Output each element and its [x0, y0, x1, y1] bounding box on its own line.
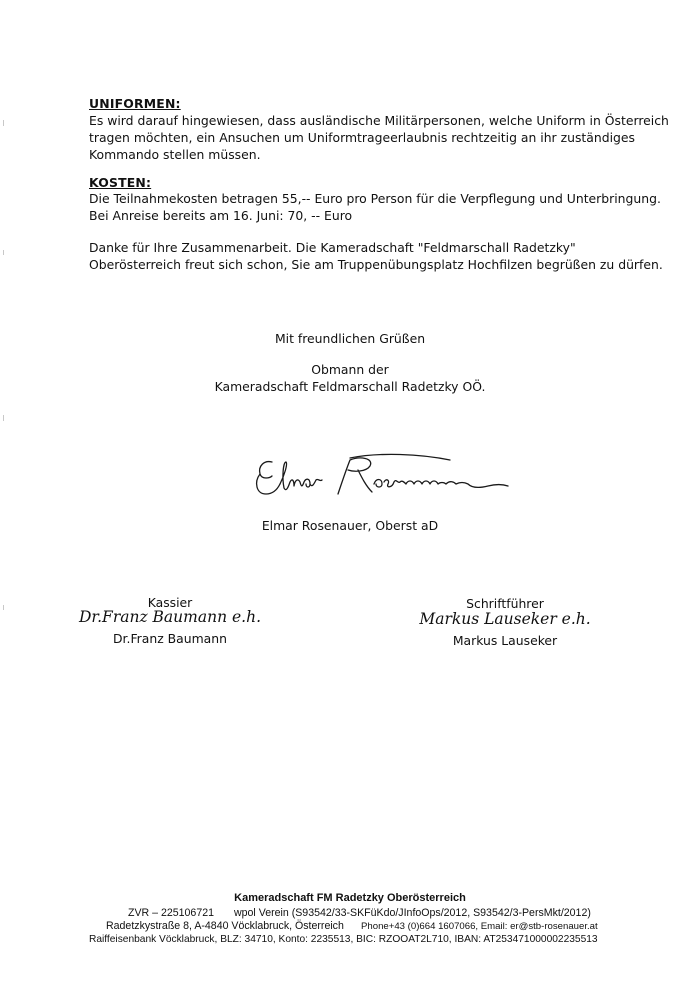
closing-role: Obmann der: [311, 362, 389, 377]
costs-paragraph: [89, 190, 661, 224]
costs-line: Die Teilnahmekosten betragen 55,-- Euro pro Person für die Verpflegung und Unterbringung.: [89, 191, 661, 206]
cosigner-left-name: Dr.Franz Baumann: [113, 631, 227, 646]
uniforms-heading: UNIFORMEN:: [89, 96, 181, 111]
thanks-paragraph: [89, 239, 663, 273]
footer-contact: Phone+43 (0)664 1607066, Email: er@stb-rosenauer.at: [361, 921, 598, 932]
thanks-line: Oberösterreich freut sich schon, Sie am Truppenübungsplatz Hochfilzen begrüßen zu dürfen.: [89, 257, 663, 272]
footer-zvr: ZVR – 225106721: [128, 907, 214, 919]
handwritten-signature: [250, 448, 520, 508]
footer-title: Kameradschaft FM Radetzky Oberösterreich: [234, 892, 466, 904]
cosigner-right-signature: Markus Lauseker e.h.: [419, 610, 591, 628]
scan-edge-mark: [3, 250, 4, 255]
cosigner-left-title: Kassier: [147, 595, 193, 610]
cosigner-left-signature: Dr.Franz Baumann e.h.: [79, 608, 261, 626]
signer-name: Elmar Rosenauer, Oberst aD: [261, 518, 439, 533]
scan-edge-mark: [3, 120, 4, 126]
scan-edge-mark: [3, 605, 4, 610]
closing-organization: Kameradschaft Feldmarschall Radetzky OÖ.: [214, 379, 486, 394]
uniforms-line: tragen möchten, ein Ansuchen um Uniformtrageerlaubnis rechtzeitig an ihr zuständiges: [89, 130, 635, 145]
thanks-line: Danke für Ihre Zusammenarbeit. Die Kameradschaft "Feldmarschall Radetzky": [89, 240, 576, 255]
footer-wpol: wpol Verein (S93542/33-SKFüKdo/JInfoOps/2012, S93542/3-PersMkt/2012): [234, 907, 591, 919]
uniforms-line: Es wird darauf hingewiesen, dass ausländische Militärpersonen, welche Uniform in Österreich: [89, 113, 669, 128]
uniforms-paragraph: [89, 112, 669, 163]
scan-edge-mark: [3, 415, 4, 421]
cosigner-right-name: Markus Lauseker: [452, 633, 558, 648]
footer-bank: Raiffeisenbank Vöcklabruck, BLZ: 34710, Konto: 2235513, BIC: RZOOAT2L710, IBAN: AT253471000002235513: [89, 934, 598, 945]
costs-heading: KOSTEN:: [89, 175, 152, 190]
uniforms-line: Kommando stellen müssen.: [89, 147, 261, 162]
costs-line: Bei Anreise bereits am 16. Juni: 70, -- Euro: [89, 208, 353, 223]
cosigner-right-title: Schriftführer: [466, 596, 544, 611]
footer-address: Radetzkystraße 8, A-4840 Vöcklabruck, Österreich: [106, 920, 344, 932]
closing-greeting: Mit freundlichen Grüßen: [274, 331, 426, 346]
